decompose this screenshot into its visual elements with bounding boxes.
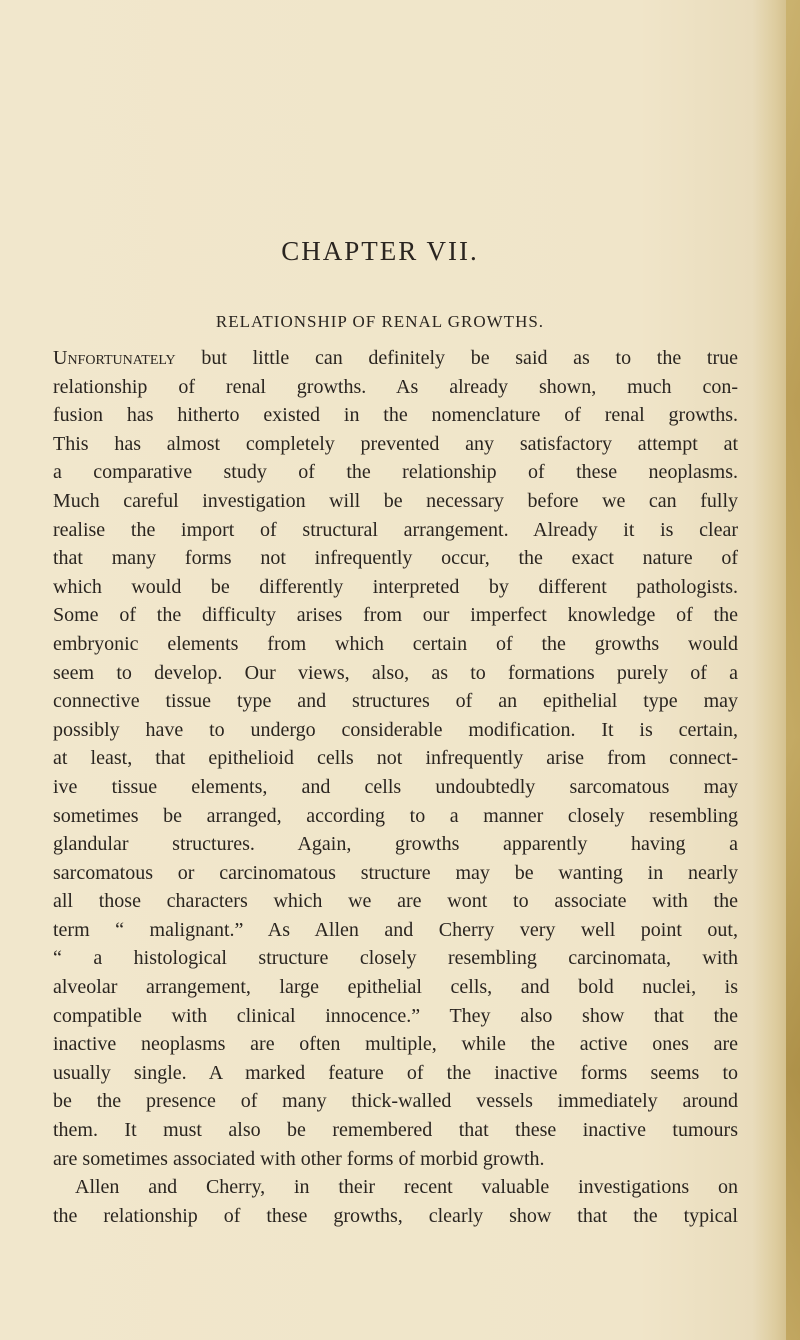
text-line: connective tissue type and structures of an epithelial type may bbox=[53, 690, 738, 713]
text-line: compatible with clinical innocence.” They also show that the bbox=[53, 1004, 738, 1027]
text-line: usually single. A marked feature of the inactive forms seems to bbox=[53, 1061, 738, 1084]
text-line: alveolar arrangement, large epithelial cells, and bold nuclei, is bbox=[53, 976, 738, 999]
text-line: embryonic elements from which certain of the growths would bbox=[53, 632, 738, 655]
text-line: “ a histological structure closely resembling carcinomata, with bbox=[53, 947, 738, 970]
text-line: inactive neoplasms are often multiple, while the active ones are bbox=[53, 1033, 738, 1056]
text-line: that many forms not infrequently occur, the exact nature of bbox=[53, 547, 738, 570]
text-line: them. It must also be remembered that these inactive tumours bbox=[53, 1119, 738, 1142]
text-line: at least, that epithelioid cells not infrequently arise from connect- bbox=[53, 747, 738, 770]
text-line: ive tissue elements, and cells undoubtedly sarcomatous may bbox=[53, 775, 738, 798]
text-line bbox=[53, 344, 738, 373]
text-line: seem to develop. Our views, also, as to formations purely of a bbox=[53, 661, 738, 684]
text-line: which would be differently interpreted by different pathologists. bbox=[53, 575, 738, 598]
text-line: Much careful investigation will be necessary before we can fully bbox=[53, 489, 738, 512]
body-paragraphs bbox=[53, 344, 738, 1230]
text-line-content: but little can definitely be said as to the true bbox=[175, 347, 738, 369]
text-line: Some of the difficulty arises from our imperfect knowledge of the bbox=[53, 604, 738, 627]
text-line: term “ malignant.” As Allen and Cherry very well point out, bbox=[53, 918, 738, 941]
text-line: a comparative study of the relationship of these neoplasms. bbox=[53, 461, 738, 484]
text-line: realise the import of structural arrangement. Already it is clear bbox=[53, 518, 738, 541]
text-line: relationship of renal growths. As already shown, much con- bbox=[53, 375, 738, 398]
text-line: be the presence of many thick-walled vessels immediately around bbox=[53, 1090, 738, 1113]
section-heading: RELATIONSHIP OF RENAL GROWTHS. bbox=[215, 312, 545, 331]
text-line: possibly have to undergo considerable modification. It is certain, bbox=[53, 718, 738, 741]
text-line: This has almost completely prevented any satisfactory attempt at bbox=[53, 432, 738, 455]
text-line: the relationship of these growths, clearly show that the typical bbox=[53, 1204, 738, 1227]
text-line: are sometimes associated with other forms of morbid growth. bbox=[53, 1147, 545, 1170]
page-edge-shadow bbox=[786, 0, 800, 1340]
text-line: glandular structures. Again, growths apparently having a bbox=[53, 833, 738, 856]
text-line: fusion has hitherto existed in the nomenclature of renal growths. bbox=[53, 404, 738, 427]
text-line: all those characters which we are wont to associate with the bbox=[53, 890, 738, 913]
text-line: sarcomatous or carcinomatous structure may be wanting in nearly bbox=[53, 861, 738, 884]
text-line: Allen and Cherry, in their recent valuable investigations on bbox=[75, 1176, 738, 1199]
chapter-heading: CHAPTER VII. bbox=[281, 236, 479, 266]
opening-word: Unfortunately bbox=[53, 347, 176, 369]
text-line: sometimes be arranged, according to a manner closely resembling bbox=[53, 804, 738, 827]
